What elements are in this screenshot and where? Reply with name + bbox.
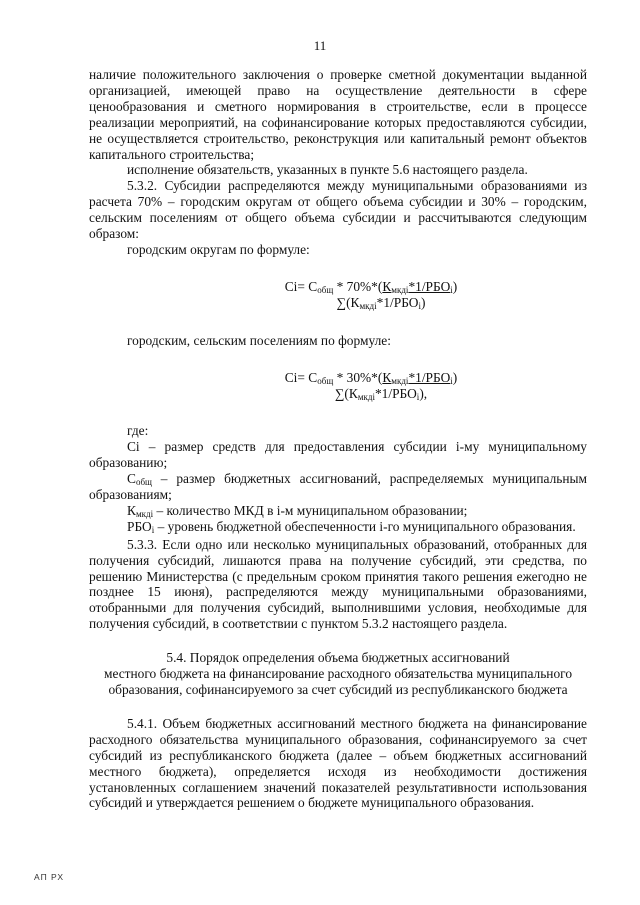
- definition-c-total: $С_{общ}$ – размер бюджетных ассигнований, распределяемых муниципальным образованиям;: [89, 471, 587, 503]
- paragraph-5-4-1: 5.4.1. Объем бюджетных ассигнований местного бюджета на финансирование расходного обязательства муниципального образования, софинансируемого за счет субсидий из республиканского бюджета (далее – объем бюджетных ассигнований местного бюджета), определяется исходя из необходимости достижения установленных соглашением значений показателей результативности использования субсидий и утверждается решением о бюджете муниципального образования.: [89, 715, 587, 811]
- paragraph-where: где:: [127, 423, 149, 439]
- paragraph-city-districts: городским округам по формуле:: [127, 241, 310, 257]
- heading-5-4: [89, 650, 587, 698]
- document-body: [89, 67, 587, 811]
- paragraph-5-3-3: 5.3.3. Если одно или несколько муниципальных образований, отобранных для получения субсидий, лишаются права на получение субсидий, эти средства, по решению Министерства (с предельным сроком принятия такого решения ежегодно не позднее 15 июня), распределяются между муниципальными образованиями, отобранными для получения субсидий, выполнившими условия, необходимые для получения субсидий, в соответствии с пунктом 5.3.2 настоящего раздела.: [89, 536, 587, 632]
- paragraph-5-3-2: 5.3.2. Субсидии распределяются между муниципальными образованиями из расчета 70% – городским округам от общего объема субсидии и 30% – городским, сельским поселениям от общего объема субсидии и рассчитываются следующим образом:: [89, 178, 587, 242]
- formula-1-numerator: $Ci= С_{общ} * 70\%*(К_{мкдi}*1/РБО_i)$: [284, 278, 458, 295]
- definition-rbo: $РБО_i$ – уровень бюджетной обеспеченности i-го муниципального образования.: [127, 518, 576, 535]
- definition-ci: Ci – размер средств для предоставления субсидии i-му муниципальному образованию;: [89, 439, 587, 471]
- formula-2-numerator: $Ci= С_{общ} * 30\%*(К_{мкдi}*1/РБО_i)$: [284, 369, 458, 386]
- footer-stamp: АП РХ: [34, 872, 65, 882]
- formula-2-denominator: $\sum(К_{мкдi}*1/РБО_i)$,: [334, 385, 428, 402]
- heading-5-4-line-3: образования, софинансируемого за счет субсидий из республиканского бюджета: [108, 682, 568, 697]
- paragraph-positive-conclusion: наличие положительного заключения о проверке сметной документации выданной организацией, имеющей право на осуществление деятельности в сфере ценообразования и сметного нормирования в строительстве, если в процессе реализации мероприятий, на софинансирование которых предоставляются субсидии, не осуществляется строительство, реконструкция или капитальный ремонт объектов капитального строительства;: [89, 67, 587, 162]
- formula-1-denominator: $\sum(К_{мкдi}*1/РБО_i)$: [336, 294, 426, 311]
- heading-5-4-line-2: местного бюджета на финансирование расходного обязательства муниципального: [103, 666, 573, 682]
- page-number: 11: [313, 38, 327, 53]
- paragraph-urban-rural: городским, сельским поселениям по формуле:: [127, 332, 391, 348]
- heading-5-4-line-1: 5.4. Порядок определения объема бюджетных ассигнований: [166, 650, 510, 666]
- definition-k-mkd: $К_{мкдi}$ – количество МКД в i-м муниципальном образовании;: [127, 502, 468, 519]
- paragraph-obligations: исполнение обязательств, указанных в пункте 5.6 настоящего раздела.: [127, 162, 528, 178]
- formula-city-districts: [221, 279, 521, 311]
- formula-urban-rural: [221, 370, 521, 402]
